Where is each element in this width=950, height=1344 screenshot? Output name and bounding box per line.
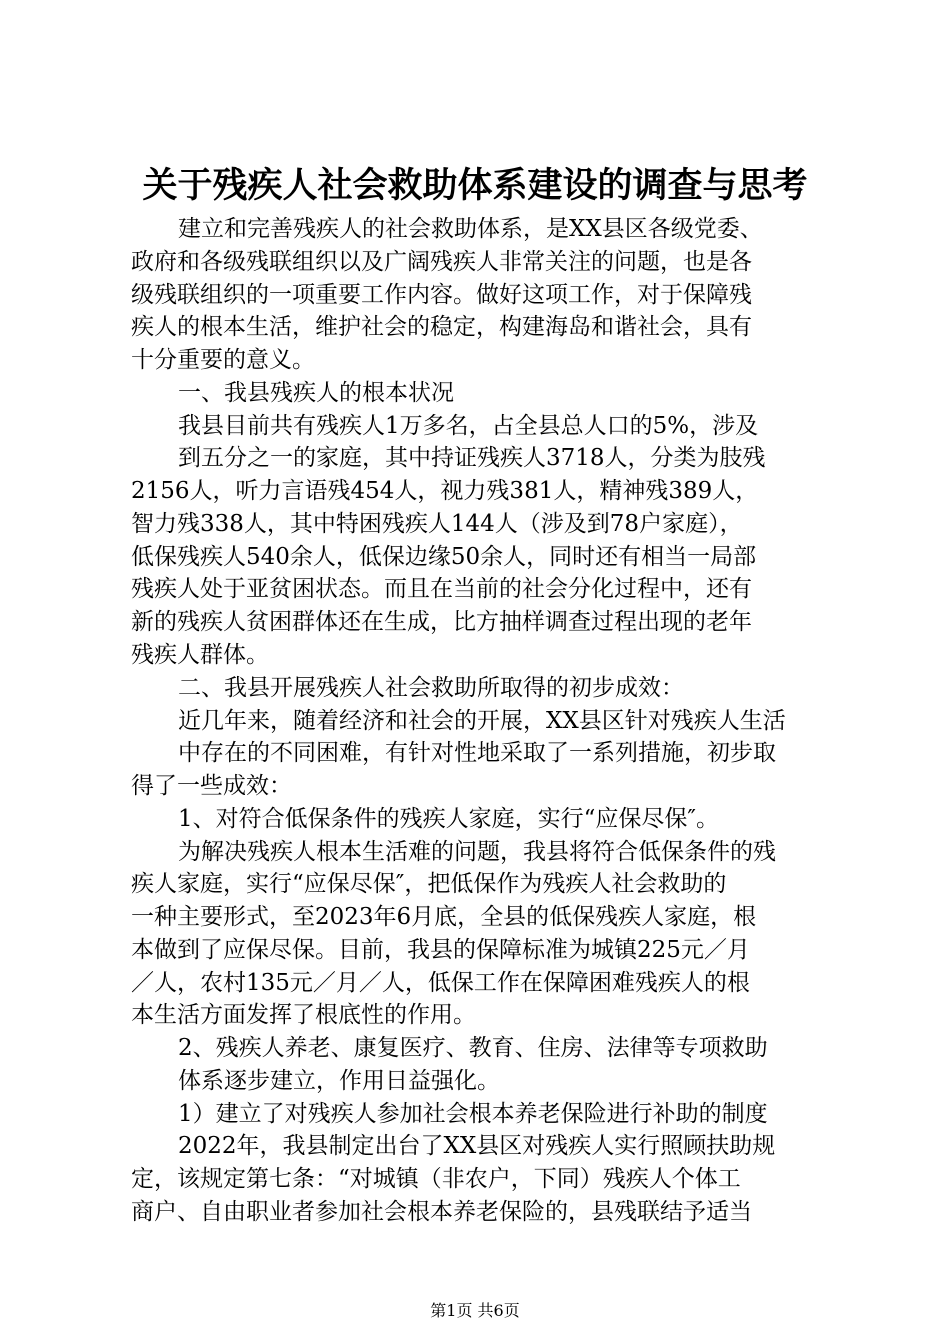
body-line: 新的残疾人贫困群体还在生成，比方抽样调查过程出现的老年: [131, 609, 752, 636]
body-line: 近几年来，随着经济和社会的开展，XX县区针对残疾人生活: [178, 707, 786, 734]
subsection-heading: 2、残疾人养老、康复医疗、教育、住房、法律等专项救助: [178, 1035, 768, 1062]
body-line: 疾人的根本生活，维护社会的稳定，构建海岛和谐社会，具有: [131, 314, 752, 341]
body-line: 本生活方面发挥了根底性的作用。: [131, 1002, 476, 1029]
subsection-heading: 体系逐步建立，作用日益强化。: [178, 1067, 500, 1094]
body-line: 残疾人处于亚贫困状态。而且在当前的社会分化过程中，还有: [131, 576, 752, 603]
body-line: 为解决残疾人根本生活难的问题，我县将符合低保条件的残: [178, 838, 776, 865]
body-line: 一种主要形式，至2023年6月底，全县的低保残疾人家庭，根: [131, 904, 757, 931]
body-line: 政府和各级残联组织以及广阔残疾人非常关注的问题，也是各: [131, 248, 752, 275]
section-heading: 一、我县残疾人的根本状况: [178, 379, 454, 406]
section-heading: 二、我县开展残疾人社会救助所取得的初步成效：: [178, 674, 684, 701]
body-line: 到五分之一的家庭，其中持证残疾人3718人，分类为肢残: [178, 445, 766, 472]
body-line: 我县目前共有残疾人1万多名，占全县总人口的5%，涉及: [178, 412, 759, 439]
body-line: 定，该规定第七条：“对城镇（非农户，下同）残疾人个体工: [131, 1166, 741, 1193]
page-footer: 第1页 共6页: [430, 1301, 520, 1320]
body-line: 十分重要的意义。: [131, 347, 315, 374]
body-line: 建立和完善残疾人的社会救助体系，是XX县区各级党委、: [178, 216, 763, 242]
body-line: 智力残338人，其中特困残疾人144人（涉及到78户家庭），: [131, 510, 743, 537]
body-line: 中存在的不同困难，有针对性地采取了一系列措施，初步取: [178, 740, 776, 767]
body-line: 残疾人群体。: [131, 641, 269, 668]
subsection-heading: 1）建立了对残疾人参加社会根本养老保险进行补助的制度: [178, 1100, 768, 1127]
body-line: 级残联组织的一项重要工作内容。做好这项工作，对于保障残: [131, 281, 752, 308]
body-line: ／人，农村135元／月／人，低保工作在保障困难残疾人的根: [131, 969, 750, 996]
body-line: 本做到了应保尽保。目前，我县的保障标准为城镇225元／月: [131, 936, 750, 963]
body-line: 得了一些成效：: [131, 773, 292, 800]
body-line: 2022年，我县制定出台了XX县区对残疾人实行照顾扶助规: [178, 1133, 776, 1160]
body-line: 疾人家庭，实行“应保尽保″，把低保作为残疾人社会救助的: [131, 871, 727, 898]
body-line: 商户、自由职业者参加社会根本养老保险的，县残联结予适当: [131, 1199, 752, 1225]
document-title: 关于残疾人社会救助体系建设的调查与思考: [142, 165, 808, 206]
body-line: 低保残疾人540余人，低保边缘50余人，同时还有相当一局部: [131, 543, 757, 570]
subsection-heading: 1、对符合低保条件的残疾人家庭，实行“应保尽保″。: [178, 805, 719, 832]
body-line: 2156人，听力言语残454人，视力残381人，精神残389人，: [131, 478, 759, 505]
